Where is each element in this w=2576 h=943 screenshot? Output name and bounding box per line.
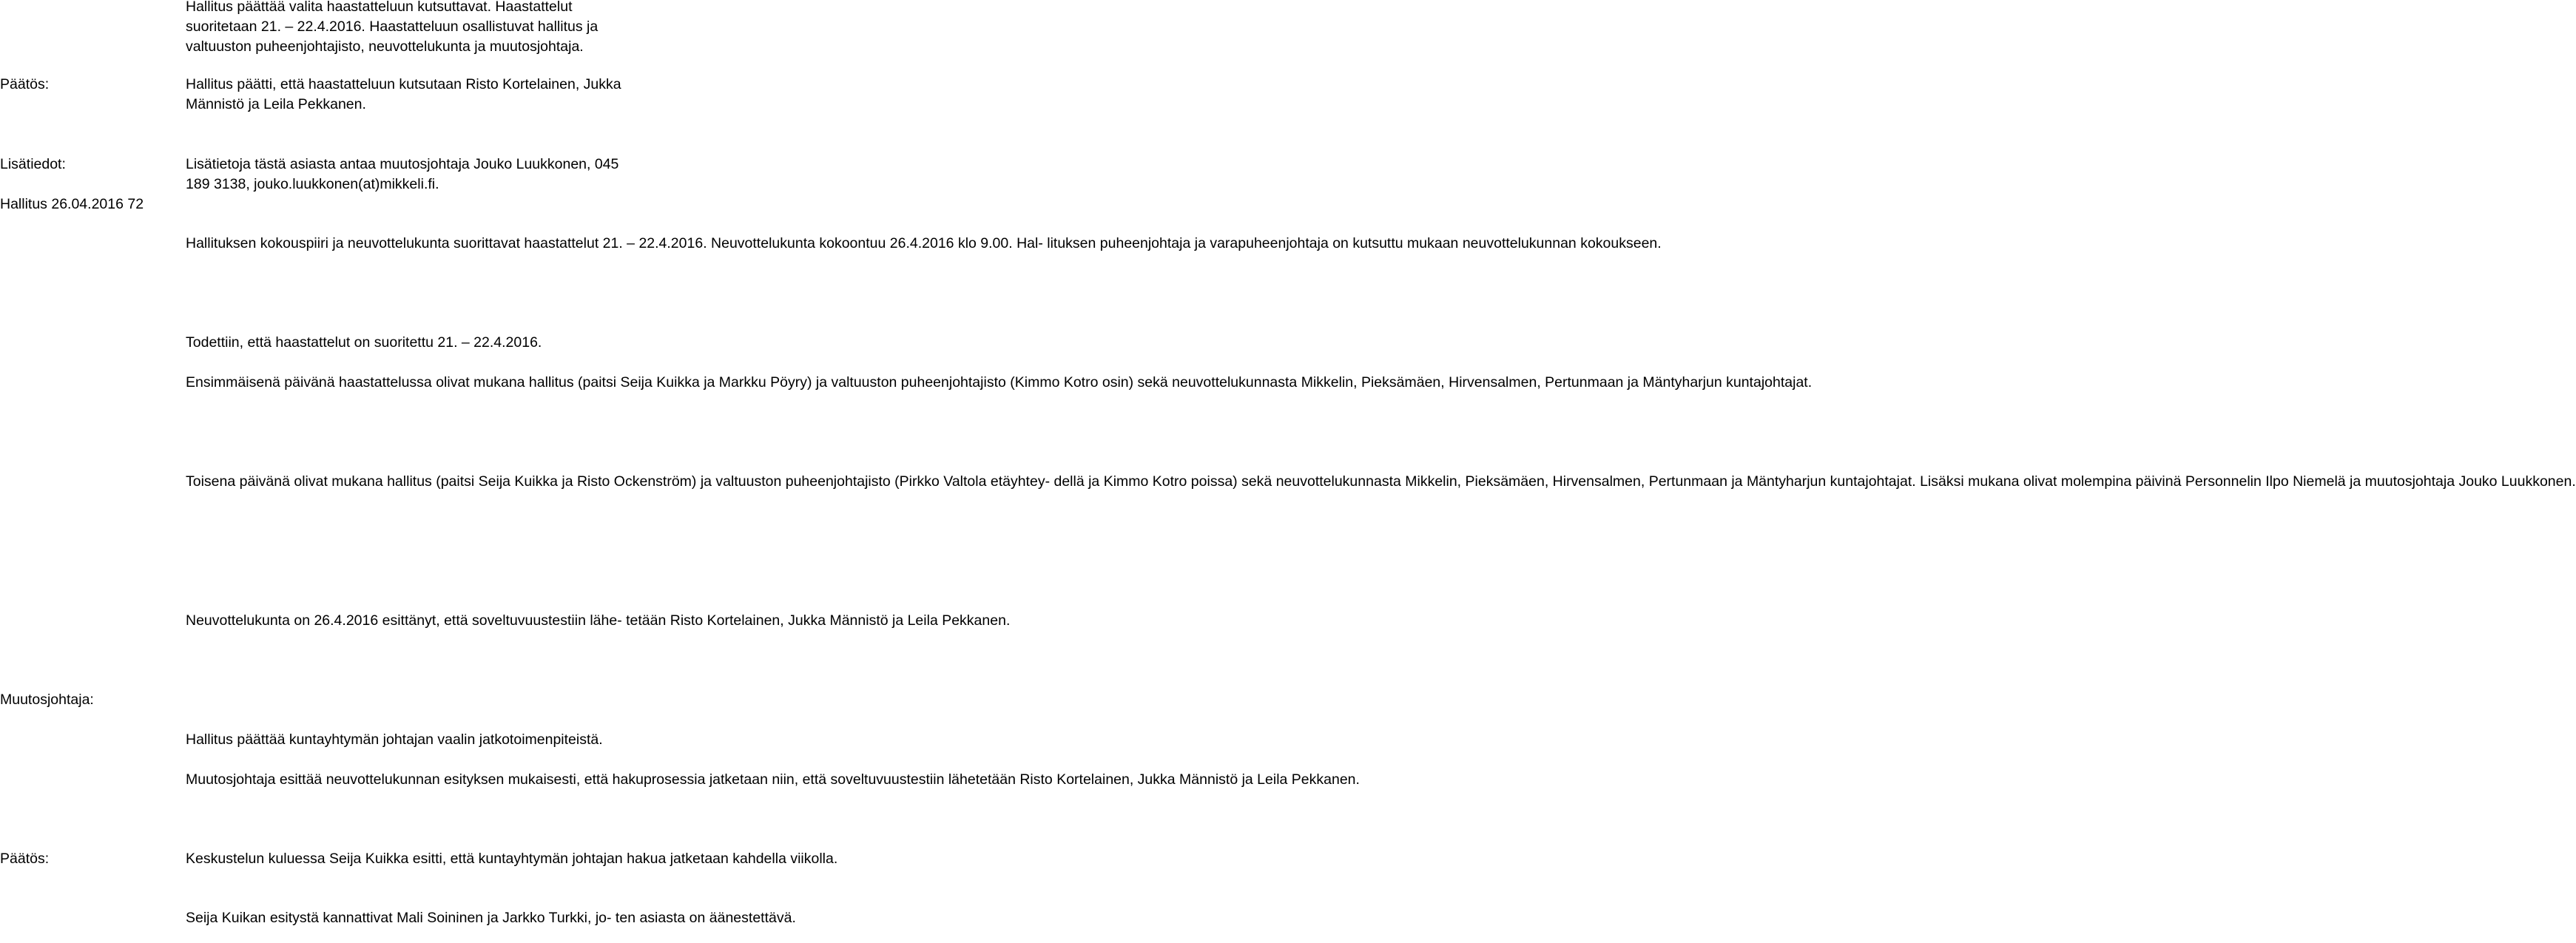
decision-label: Päätös: xyxy=(0,76,50,92)
paragraph-committee-proposal: Neuvottelukunta on 26.4.2016 esittänyt, että soveltuvuustestiin lähe- tetään Risto Kortelainen, Jukka Männistö ja Leila Pekkanen. xyxy=(186,612,1011,629)
additional-info-label: Lisätiedot: xyxy=(0,156,66,172)
proposal-paragraph-1: Hallitus päättää kuntayhtymän johtajan vaalin jatkotoimenpiteistä. xyxy=(186,731,603,748)
proposal-label: Muutosjohtaja: xyxy=(0,692,94,708)
decision-2-paragraph-2: Seija Kuikan esitystä kannattivat Mali Soininen ja Jarkko Turkki, jo- ten asiasta on äänestettävä. xyxy=(186,910,796,926)
meeting-reference: Hallitus 26.04.2016 72 xyxy=(0,196,144,212)
proposal-paragraph-2: Muutosjohtaja esittää neuvottelukunnan esityksen mukaisesti, että hakuprosessia jatketaan niin, että soveltuvuustestiin lähetetään Risto Kortelainen, Jukka Männistö ja Leila Pekkanen. xyxy=(186,771,1360,788)
intro-paragraph: Hallitus päättää valita haastatteluun kutsuttavat. Haastattelut suoritetaan 21. – 22.4.2016. Haastatteluun osallistuvat hallitus ja valtuuston puheenjohtajisto, neuvottelukunta ja muutosjohtaja. xyxy=(186,0,599,55)
decision-2-paragraph-1: Keskustelun kuluessa Seija Kuikka esitti, että kuntayhtymän johtajan hakua jatketaan kahdella viikolla. xyxy=(186,851,838,867)
paragraph-interviews-done: Todettiin, että haastattelut on suoritettu 21. – 22.4.2016. xyxy=(186,334,542,351)
paragraph-interviews: Hallituksen kokouspiiri ja neuvottelukunta suorittavat haastattelut 21. – 22.4.2016. Neuvottelukunta kokoontuu 26.4.2016 klo 9.00. Hal- lituksen puheenjohtaja ja varapuheenjohtaja on kutsuttu mukaan neuvottelukunnan kokoukseen. xyxy=(186,235,1662,251)
paragraph-second-day: Toisena päivänä olivat mukana hallitus (paitsi Seija Kuikka ja Risto Ockenström) ja valtuuston puheenjohtajisto (Pirkko Valtola etäyhtey- dellä ja Kimmo Kotro poissa) sekä neuvottelukunnasta Mikkelin, Pieksämäen, Hirvensalmen, Pertunmaan ja Mäntyharjun kuntajohtajat. Lisäksi mukana olivat molempina päivinä Personnelin Ilpo Niemelä ja muutosjohtaja Jouko Luukkonen. xyxy=(186,473,2576,490)
paragraph-first-day: Ensimmäisenä päivänä haastattelussa olivat mukana hallitus (paitsi Seija Kuikka ja Markku Pöyry) ja valtuuston puheenjohtajisto (Kimmo Kotro osin) sekä neuvottelukunnasta Mikkelin, Pieksämäen, Hirvensalmen, Pertunmaan ja Mäntyharjun kuntajohtajat. xyxy=(186,374,1813,391)
decision-2-label: Päätös: xyxy=(0,851,50,867)
additional-info-text: Lisätietoja tästä asiasta antaa muutosjohtaja Jouko Luukkonen, 045 189 3138, jouko.luukkonen(at)mikkeli.fi. xyxy=(186,156,619,192)
decision-text: Hallitus päätti, että haastatteluun kutsutaan Risto Kortelainen, Jukka Männistö ja Leila Pekkanen. xyxy=(186,76,621,112)
